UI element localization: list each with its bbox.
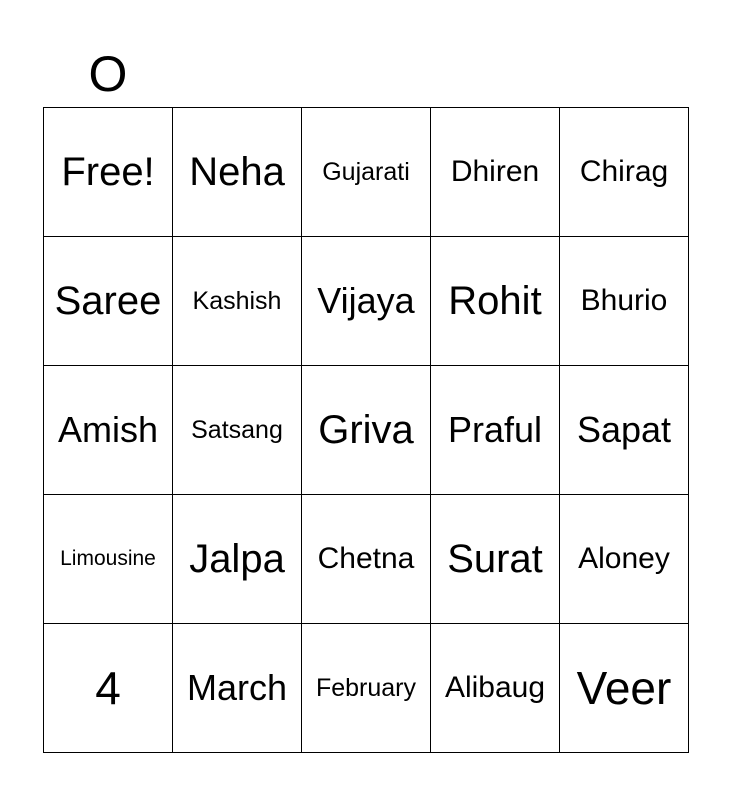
bingo-board [43, 107, 689, 753]
bingo-cell[interactable]: Rohit [431, 237, 560, 366]
bingo-cell[interactable]: March [173, 624, 302, 753]
bingo-cell[interactable]: Limousine [44, 495, 173, 624]
bingo-cell[interactable]: Vijaya [302, 237, 431, 366]
bingo-cell[interactable]: Praful [431, 366, 560, 495]
bingo-cell[interactable]: Bhurio [560, 237, 689, 366]
bingo-cell[interactable]: Neha [173, 108, 302, 237]
bingo-cell[interactable]: Gujarati [302, 108, 431, 237]
bingo-cell[interactable]: Aloney [560, 495, 689, 624]
bingo-cell[interactable]: Veer [560, 624, 689, 753]
bingo-cell[interactable]: Sapat [560, 366, 689, 495]
bingo-cell[interactable]: Saree [44, 237, 173, 366]
bingo-cell[interactable]: Kashish [173, 237, 302, 366]
bingo-cell[interactable]: Dhiren [431, 108, 560, 237]
bingo-cell[interactable]: Amish [44, 366, 173, 495]
bingo-cell[interactable]: Griva [302, 366, 431, 495]
bingo-cell[interactable]: Alibaug [431, 624, 560, 753]
bingo-cell[interactable]: Jalpa [173, 495, 302, 624]
bingo-cell[interactable]: Chirag [560, 108, 689, 237]
bingo-cell-free[interactable]: Free! [44, 108, 173, 237]
bingo-header-letter: O [88, 46, 128, 102]
bingo-cell[interactable]: Chetna [302, 495, 431, 624]
bingo-cell[interactable]: Surat [431, 495, 560, 624]
bingo-cell[interactable]: February [302, 624, 431, 753]
bingo-cell[interactable]: Satsang [173, 366, 302, 495]
bingo-cell[interactable]: 4 [44, 624, 173, 753]
